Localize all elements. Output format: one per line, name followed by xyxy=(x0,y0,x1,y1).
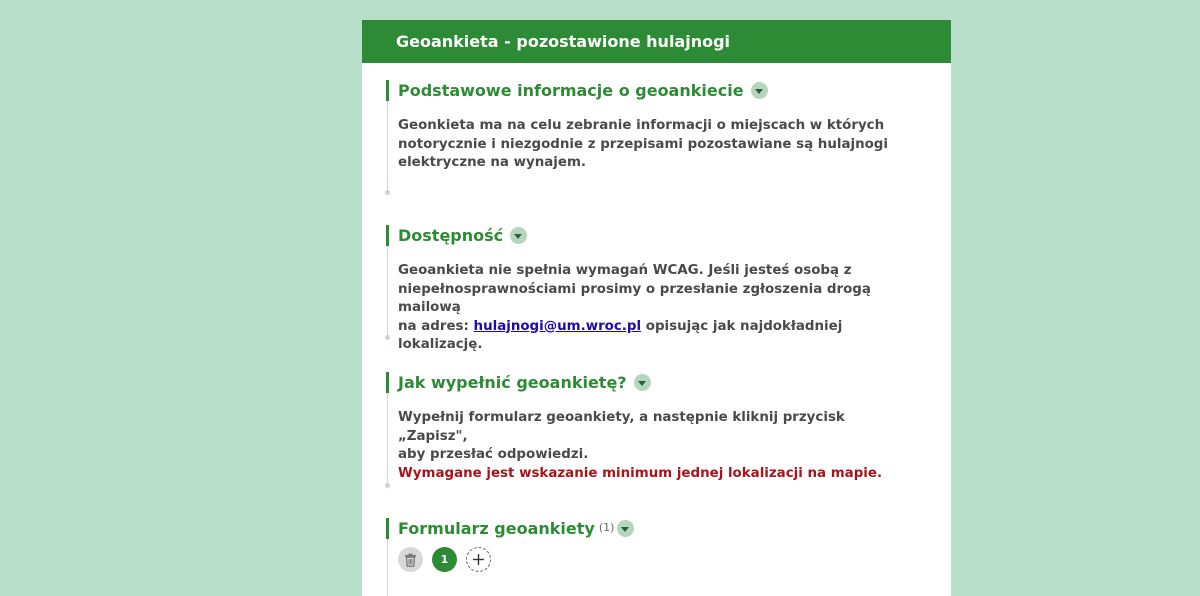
section-header-how-to[interactable] xyxy=(398,372,651,393)
section-description xyxy=(398,262,918,355)
section-timeline xyxy=(387,101,388,191)
section-accent-bar xyxy=(386,80,389,101)
form-count: (1) xyxy=(598,521,615,534)
chevron-down-icon[interactable] xyxy=(751,82,768,99)
text-line: Geonkieta ma na celu zebranie informacji o miejscach w których xyxy=(398,118,885,133)
text-line xyxy=(398,318,918,355)
email-link[interactable]: hulajnogi@um.wroc.pl xyxy=(473,318,642,334)
section-title-text: Formularz geoankiety xyxy=(398,519,595,538)
required-location-warning: Wymagane jest wskazanie minimum jednej lokalizacji na mapie. xyxy=(398,465,883,481)
section-title-text: Podstawowe informacje o geoankiecie xyxy=(398,81,744,100)
chevron-down-icon[interactable] xyxy=(634,374,651,391)
section-accent-bar xyxy=(386,372,389,393)
section-header-basic-info[interactable] xyxy=(398,80,768,101)
section-description xyxy=(398,117,918,173)
chevron-down-icon[interactable] xyxy=(510,227,527,244)
section-description xyxy=(398,409,918,483)
section-end-dot xyxy=(385,190,390,195)
plus-icon xyxy=(472,553,485,566)
text-prefix: na adres: xyxy=(398,318,469,334)
text-line: aby przesłać odpowiedzi. xyxy=(398,447,589,462)
panel-title: Geoankieta - pozostawione hulajnogi xyxy=(362,20,951,63)
chevron-down-icon[interactable] xyxy=(617,520,634,537)
delete-entry-button[interactable] xyxy=(398,547,423,572)
text-line: notorycznie i niezgodnie z przepisami pozostawiane są hulajnogi xyxy=(398,136,888,152)
text-suffix: opisując jak najdokładniej lokalizację. xyxy=(398,318,843,352)
section-header-form[interactable] xyxy=(398,518,634,539)
page-1-button[interactable]: 1 xyxy=(432,547,457,572)
section-form xyxy=(386,518,926,596)
section-title-text: Dostępność xyxy=(398,226,504,245)
survey-panel xyxy=(362,20,951,596)
text-line: elektryczne na wynajem. xyxy=(398,155,587,170)
section-accent-bar xyxy=(386,518,389,539)
section-end-dot xyxy=(385,483,390,488)
section-timeline xyxy=(387,246,388,336)
trash-icon xyxy=(404,553,417,567)
section-accent-bar xyxy=(386,225,389,246)
section-how-to xyxy=(386,372,926,492)
add-entry-button[interactable] xyxy=(466,547,491,572)
form-pager xyxy=(398,547,500,572)
text-line: Wypełnij formularz geoankiety, a następnie kliknij przycisk „Zapisz", xyxy=(398,410,845,444)
section-title-text: Jak wypełnić geoankietę? xyxy=(398,373,627,392)
section-timeline xyxy=(387,539,388,596)
text-line: niepełnosprawnościami prosimy o przesłanie zgłoszenia drogą mailową xyxy=(398,281,871,315)
text-line: Geoankieta nie spełnia wymagań WCAG. Jeśli jesteś osobą z xyxy=(398,263,852,278)
section-accessibility xyxy=(386,225,926,352)
section-header-accessibility[interactable] xyxy=(398,225,527,246)
section-basic-info xyxy=(386,80,926,200)
section-end-dot xyxy=(385,335,390,340)
section-timeline xyxy=(387,393,388,483)
